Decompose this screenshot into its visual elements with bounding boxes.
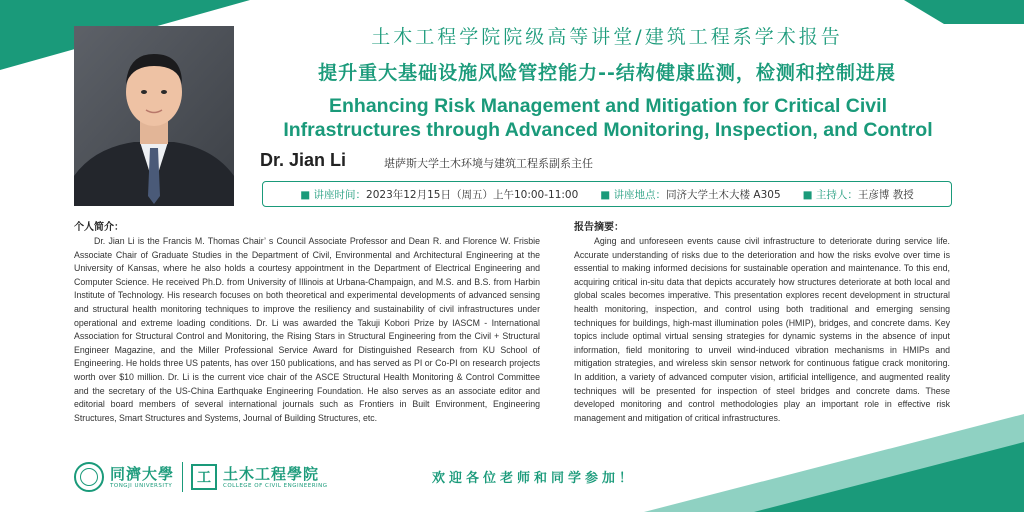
corner-decoration-bottom-right: [754, 442, 1024, 512]
talk-title-chinese: 提升重大基础设施风险管控能力--结构健康监测，检测和控制进展: [318, 62, 896, 84]
lecture-venue-label: 讲座地点：: [613, 188, 667, 201]
talk-title-english: Enhancing Risk Management and Mitigation for Critical Civil Infrastructures through Advanced Monitoring, Inspection, and Control: [283, 95, 933, 141]
welcome-message: 欢迎各位老师和同学参加！: [432, 471, 637, 486]
abstract-heading: 报告摘要：: [574, 222, 624, 233]
bio-text: Dr. Jian Li is the Francis M. Thomas Chair’ s Council Associate Professor and Dean R. and Florence W. Frisbie Associate Chair of Graduate Studies in the Department of Civil, Environmental and Architectural Engineering at the University of Kansas, where he also holds a courtesy appointment in the Department of Electrical Engineering and Computer Science. He received Ph.D. from University of Illinois at Urbana-Champaign, and M.S. and B.S. from Harbin Institute of Technology. His research focuses on both theoretical and experimental developments of advanced sensing and structural health monitoring techniques to improve the resiliency and sustainability of civil infrastructures under operational and extreme loading conditions. Dr. Li was awarded the Takuji Kobori Prize by IASCM - International Association for Structural Control and Monitoring, the Rising Stars in Structural Engineering from the Civil + Structural Engineer Magazine, and the Miller Professional Service Award for Distinguished Research from KU School of Engineering. He holds three US patents, has over 150 publications, and has served as PI or Co-PI on research projects worth over $10 million. Dr. Li is the current vice chair of the ASCE Structural Health Monitoring & Control Committee and the secretary of the US-China Earthquake Engineering Foundation. He also serves as an associate editor and editorial board members of several international journals such as Frontiers in Built Environment, Engineering Structures, Smart Structures and Systems, Journal of Building Structures, etc.: [74, 236, 540, 423]
college-logo-english: COLLEGE OF CIVIL ENGINEERING: [223, 483, 328, 489]
lecture-host-label: 主持人：: [815, 188, 858, 201]
bullet-icon: ■: [802, 188, 816, 201]
lecture-host-value: 王彦博 教授: [857, 188, 914, 201]
lecture-venue: [600, 187, 780, 202]
tongji-logo-chinese: 同濟大學: [110, 465, 175, 483]
tongji-logo-english: TONGJI UNIVERSITY: [110, 483, 173, 489]
lecture-venue-value: 同济大学土木大楼 A305: [666, 188, 781, 201]
lecture-time: [300, 187, 578, 202]
bio-heading: 个人简介：: [74, 222, 124, 233]
tongji-logo: [110, 465, 174, 489]
lecture-series-title: 土木工程学院院级高等讲堂/建筑工程系学术报告: [371, 26, 843, 48]
corner-decoration-top-right: [904, 0, 1024, 24]
college-logo: [223, 465, 328, 489]
bullet-icon: ■: [600, 188, 614, 201]
speaker-name: Dr. Jian Li: [260, 150, 347, 170]
lecture-time-label: 讲座时间：: [313, 188, 367, 201]
speaker-affiliation: 堪萨斯大学土木环境与建筑工程系副系主任: [384, 157, 593, 170]
abstract-text: Aging and unforeseen events cause civil infrastructure to deteriorate during service life. Accurate understanding of risks due to the deterioration and how the risks evolve over time is essential to making informed decisions for sustainable operation and maintenance. To this end, acquiring critical in-situ data that depicts accurately how structures deteriorate at both local and global scales becomes imperative. This presentation explores recent development in structural health monitoring, inspection, and control using both traditional and emerging sensing techniques for buildings, high-mast illumination poles (HMIP), bridges, and concrete dams. Key topics include optimal virtual sensing strategies for dynamic systems in the absence of input information, field monitoring to unveil wind-induced vibration mechanisms in HMIPs and mitigation strategies, and wireless skin sensor network for continuous fatigue crack monitoring. In addition, a variety of advanced computer vision, artificial intelligence, and augmented reality techniques will be presented for inspection of steel bridges and concrete dams. These developed monitoring and control methodologies play an important role in effective risk management and mitigation of critical infrastructures.: [574, 236, 950, 423]
bullet-icon: ■: [300, 188, 314, 201]
college-mark-icon: 工: [191, 464, 217, 490]
tongji-seal-icon: [74, 462, 104, 492]
speaker-photo: [74, 26, 234, 206]
lecture-host: [803, 187, 914, 202]
college-logo-chinese: 土木工程學院: [223, 465, 320, 483]
lecture-time-value: 2023年12月15日（周五）上午10:00-11:00: [366, 188, 579, 201]
footer-logos: [74, 459, 328, 495]
logo-divider: [182, 462, 183, 492]
lecture-info-box: [262, 181, 952, 207]
